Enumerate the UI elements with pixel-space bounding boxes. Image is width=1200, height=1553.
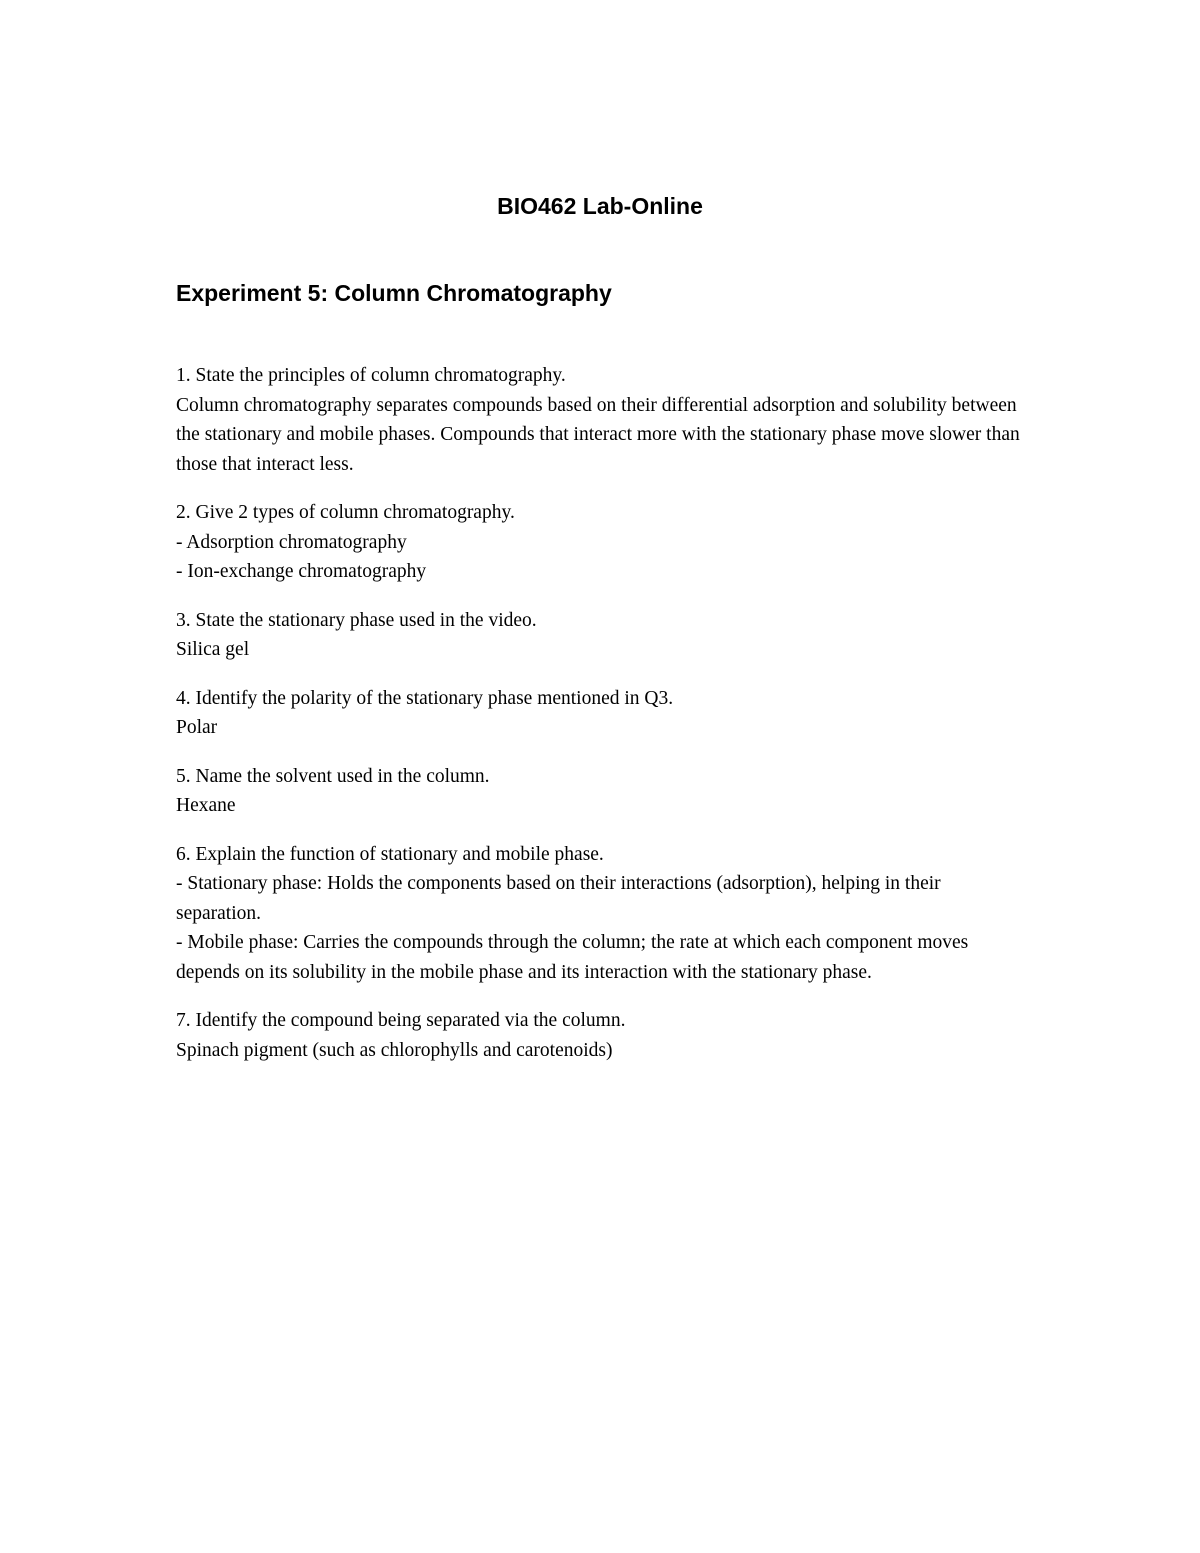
question-text: 1. State the principles of column chromatography. — [176, 365, 566, 386]
question-text: 3. State the stationary phase used in the video. — [176, 609, 537, 631]
question-block-6 — [176, 840, 1026, 988]
question-block-2 — [176, 498, 1026, 587]
question-text: 7. Identify the compound being separated via the column. — [176, 1010, 626, 1031]
question-text: 6. Explain the function of stationary and mobile phase. — [176, 843, 604, 865]
answer-text: - Ion-exchange chromatography — [176, 561, 427, 582]
question-block-1 — [176, 361, 1026, 479]
answer-text: Spinach pigment (such as chlorophylls and carotenoids) — [176, 1039, 613, 1061]
answer-text: Silica gel — [176, 639, 250, 660]
question-block-5 — [176, 762, 1026, 821]
answer-text: Hexane — [176, 795, 236, 816]
question-list — [176, 361, 1026, 1084]
answer-text: - Stationary phase: Holds the components based on their interactions (adsorption), helping in their separation. — [176, 873, 941, 924]
answer-text: Polar — [176, 717, 218, 738]
answer-text: Column chromatography separates compounds based on their differential adsorption and solubility between the stationary and mobile phases. Compounds that interact more with the stationary phase move slower than those that interact less. — [176, 394, 1020, 475]
answer-text: - Adsorption chromatography — [176, 531, 407, 553]
question-text: 4. Identify the polarity of the stationary phase mentioned in Q3. — [176, 687, 674, 709]
question-block-7 — [176, 1006, 1026, 1065]
question-block-4 — [176, 684, 1026, 743]
question-text: 2. Give 2 types of column chromatography. — [176, 502, 515, 523]
question-block-3 — [176, 606, 1026, 665]
document-title: BIO462 Lab-Online — [497, 193, 703, 219]
answer-text: - Mobile phase: Carries the compounds through the column; the rate at which each component moves depends on its solubility in the mobile phase and its interaction with the stationary phase. — [176, 932, 969, 983]
question-text: 5. Name the solvent used in the column. — [176, 765, 490, 787]
experiment-title: Experiment 5: Column Chromatography — [176, 280, 612, 306]
